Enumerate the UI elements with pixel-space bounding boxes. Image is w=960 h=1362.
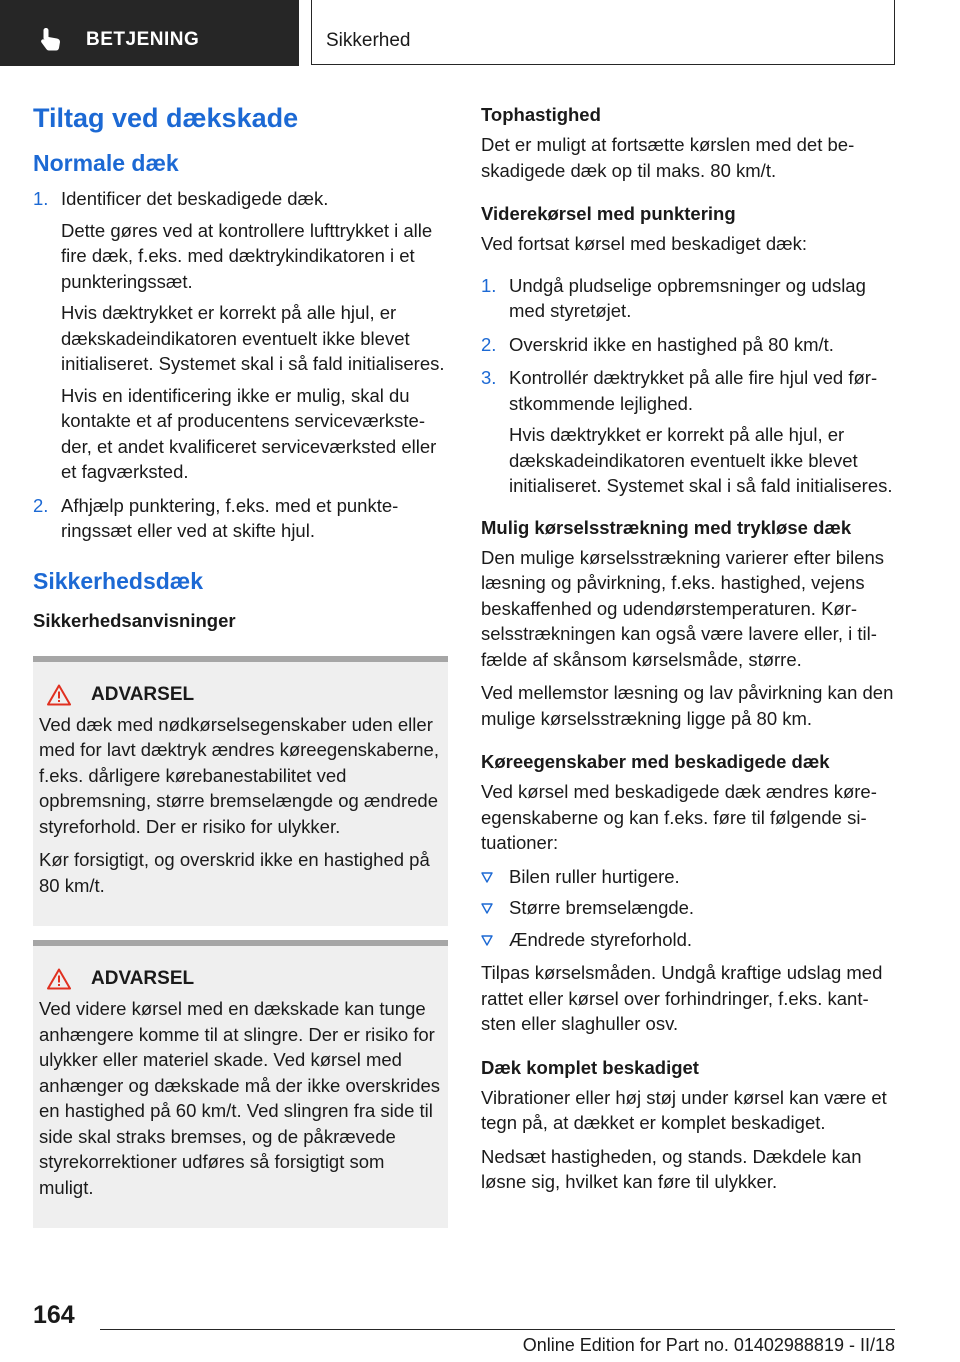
section-label: Sikkerhed bbox=[326, 30, 411, 51]
range-paragraph: Den mulige kørselsstrækning varierer efter bilens læsning og påvirkning, f.eks. hastighed, vejens beskaffenhed og udendørstemperaturen. Kørselsstrækningen kan også være lavere eller, i tilfælde af skånsom kørselsmåde, større. bbox=[481, 546, 885, 670]
page-header bbox=[0, 0, 960, 66]
handling-bullets bbox=[481, 864, 896, 953]
chapter-label: BETJENING bbox=[86, 29, 200, 50]
list-item bbox=[33, 186, 448, 485]
handling-heading: Køreegenskaber med beskadigede dæk bbox=[481, 751, 830, 772]
list-item bbox=[481, 365, 896, 499]
list-item bbox=[481, 273, 896, 324]
step-number: 3. bbox=[481, 367, 497, 388]
bullet-text: Ændrede styreforhold. bbox=[509, 928, 693, 950]
page-title: Tiltag ved dækskade bbox=[33, 103, 299, 133]
footer-divider bbox=[100, 1329, 895, 1330]
handling-intro: Ved kørsel med beskadigede dæk ændres køreegenskaberne og kan f.eks. føre til følgende situationer: bbox=[481, 781, 877, 853]
list-item bbox=[33, 493, 448, 544]
chapter-tab[interactable] bbox=[0, 0, 299, 66]
range-heading: Mulig kørselsstrækning med trykløse dæk bbox=[481, 516, 852, 538]
list-item bbox=[481, 927, 896, 953]
hand-pointer-icon bbox=[38, 26, 64, 52]
warning-title: ADVARSEL bbox=[91, 968, 195, 989]
page-number: 164 bbox=[33, 1301, 75, 1329]
warning-paragraph: Ved dæk med nødkørselsegenskaber uden eller med for lavt dæktryk ændres køreegenskaberne, f.eks. dårligere kørebanestabilitet ved opbremsning, større bremselængde og ændrede styreforhold. Der er risiko for ulykker. bbox=[39, 713, 439, 837]
step-text: Overskrid ikke en hastighed på 80 km/t. bbox=[509, 333, 834, 355]
section-tab[interactable] bbox=[311, 0, 895, 65]
continue-driving-steps bbox=[481, 273, 896, 499]
range-paragraph: Ved mellemstor læsning og lav påvirkning kan den mulige kørselsstrækning ligge på 80 km. bbox=[481, 682, 894, 729]
step-number: 1. bbox=[481, 274, 497, 296]
right-column bbox=[481, 102, 896, 1203]
step-text: Undgå pludselige opbremsninger og udslag med styretøjet. bbox=[509, 274, 866, 321]
step-number: 2. bbox=[33, 494, 49, 516]
warning-title-row bbox=[39, 968, 442, 990]
top-speed-text: Det er muligt at fortsætte kørslen med det beskadigede dæk op til maks. 80 km/t. bbox=[481, 134, 855, 181]
step-number: 2. bbox=[481, 333, 497, 355]
continue-driving-intro: Ved fortsat kørsel med beskadiget dæk: bbox=[481, 233, 807, 254]
step-paragraph: Hvis dæktrykket er korrekt på alle hjul, er dækskadeindikatoren eventuelt ikke blevet initialiseret. Systemet skal i så fald initialiseres. bbox=[61, 302, 445, 374]
normal-tires-steps bbox=[33, 186, 448, 544]
list-item bbox=[481, 864, 896, 890]
step-text: Kontrollér dæktrykket på alle fire hjul ved førstkommende lejlighed. bbox=[509, 367, 878, 414]
list-item bbox=[481, 895, 896, 921]
list-item bbox=[481, 332, 896, 358]
edition-text: Online Edition for Part no. 01402988819 - II/18 bbox=[522, 1335, 895, 1355]
bullet-text: Større bremselængde. bbox=[509, 897, 695, 918]
warning-triangle-icon bbox=[47, 684, 71, 706]
step-paragraph: Hvis en identificering ikke er mulig, skal du kontakte et af producentens serviceværksteder, et andet kvalificeret serviceværksted eller et fagværksted. bbox=[61, 384, 437, 482]
warning-paragraph: Kør forsigtigt, og overskrid ikke en hastighed på 80 km/t. bbox=[39, 849, 430, 896]
step-text: Identificer det beskadigede dæk. bbox=[61, 188, 329, 209]
destroyed-tire-paragraph: Vibrationer eller høj støj under kørsel kan være et tegn på, at dækket er komplet beskadiget. bbox=[481, 1086, 887, 1133]
safety-instructions-heading: Sikkerhedsanvisninger bbox=[33, 609, 236, 631]
safety-tires-heading: Sikkerhedsdæk bbox=[33, 567, 204, 594]
step-number: 1. bbox=[33, 188, 49, 209]
step-paragraph: Hvis dæktrykket er korrekt på alle hjul, er dækskadeindikatoren eventuelt ikke blevet initialiseret. Systemet skal i så fald initialiseres. bbox=[509, 424, 893, 496]
warning-paragraph: Ved videre kørsel med en dækskade kan tunge anhængere komme til at slingre. Der er risiko for ulykker eller materiel skade. Ved kørsel med anhænger og dækskade må der ikke overskrides en hastighed på 60 km/t. Ved slingren fra side til side skal straks bremses, og de påkrævede styrekorrektioner udføres så forsigtigt som muligt. bbox=[39, 998, 441, 1198]
triangle-bullet-icon bbox=[481, 872, 493, 883]
warning-title: ADVARSEL bbox=[91, 683, 195, 705]
triangle-bullet-icon bbox=[481, 935, 493, 946]
destroyed-tire-paragraph: Nedsæt hastigheden, og stands. Dækdele kan løsne sig, hvilket kan føre til ulykker. bbox=[481, 1145, 862, 1192]
continue-driving-heading: Viderekørsel med punktering bbox=[481, 203, 736, 224]
step-paragraph: Dette gøres ved at kontrollere lufttrykket i alle fire dæk, f.eks. med dæktrykindikatoren i et punkteringssæt. bbox=[61, 219, 433, 292]
step-text: Afhjælp punktering, f.eks. med et punkteringssæt eller ved at skifte hjul. bbox=[61, 494, 399, 541]
warning-box bbox=[33, 656, 448, 927]
warning-triangle-icon bbox=[47, 968, 71, 990]
normal-tires-heading: Normale dæk bbox=[33, 150, 179, 176]
top-speed-heading: Tophastighed bbox=[481, 104, 601, 125]
warning-title-row bbox=[39, 684, 442, 706]
warning-box bbox=[33, 940, 448, 1228]
triangle-bullet-icon bbox=[481, 903, 493, 914]
bullet-text: Bilen ruller hurtigere. bbox=[509, 865, 680, 887]
left-column bbox=[33, 100, 448, 1242]
handling-outro: Tilpas kørselsmåden. Undgå kraftige udslag med rattet eller kørsel over forhindringer, f.eks. kantsten eller slaghuller osv. bbox=[481, 962, 883, 1034]
destroyed-tire-heading: Dæk komplet beskadiget bbox=[481, 1056, 699, 1078]
